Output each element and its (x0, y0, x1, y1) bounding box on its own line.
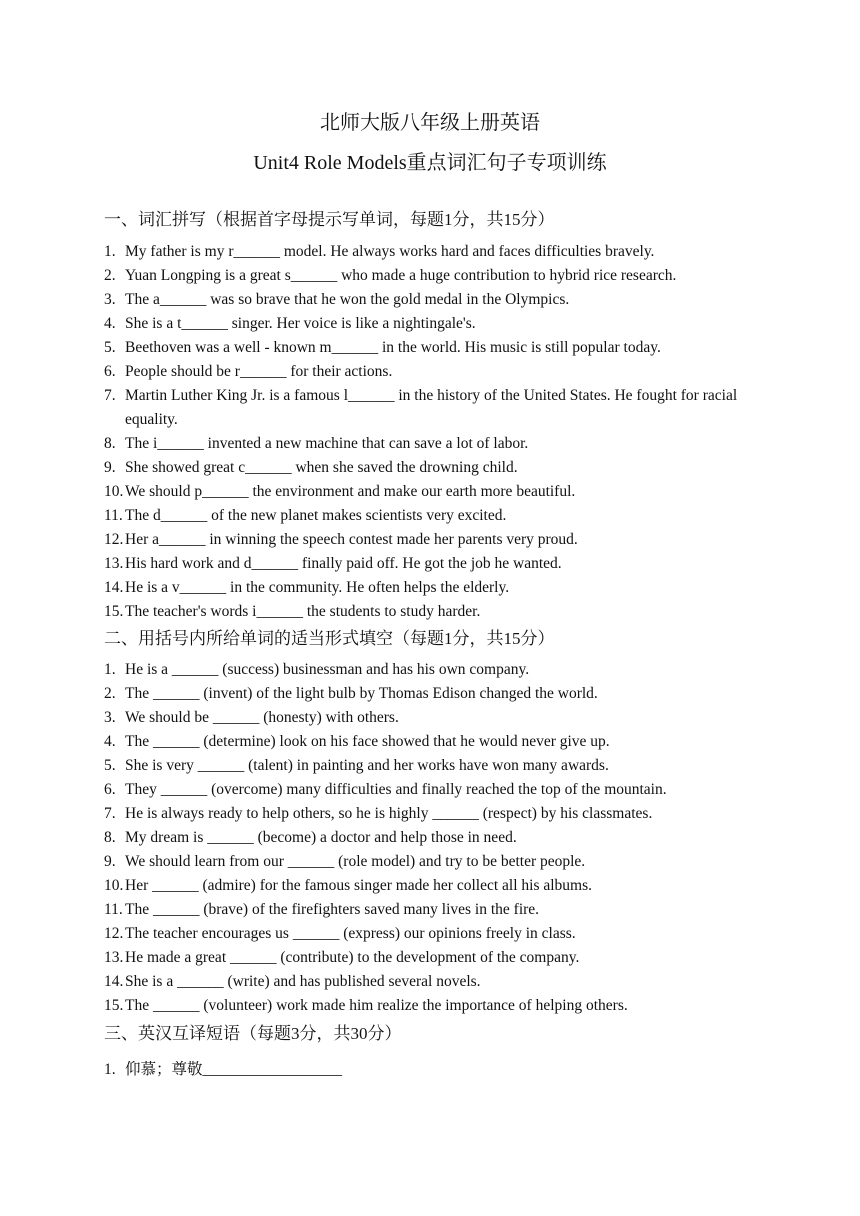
question-item (104, 922, 764, 946)
question-number: 8. (104, 829, 116, 846)
question-number: 10. (104, 483, 124, 500)
question-text: The ______ (determine) look on his face showed that he would never give up. (125, 733, 610, 750)
question-text: Her a______ in winning the speech contest made her parents very proud. (125, 531, 578, 548)
question-text: We should p______ the environment and make our earth more beautiful. (125, 483, 576, 500)
question-number: 11. (104, 901, 123, 918)
question-number: 4. (104, 315, 116, 332)
question-item (104, 946, 764, 970)
question-text: The ______ (brave) of the firefighters saved many lives in the fire. (125, 901, 540, 918)
question-item (104, 336, 764, 360)
question-number: 2. (104, 267, 116, 284)
question-item (104, 576, 764, 600)
question-number: 13. (104, 949, 124, 966)
question-text: The i______ invented a new machine that can save a lot of labor. (125, 435, 529, 452)
question-number: 14. (104, 579, 124, 596)
question-text: She showed great c______ when she saved the drowning child. (125, 459, 518, 476)
question-text: He made a great ______ (contribute) to the development of the company. (125, 949, 580, 966)
section-2-list (104, 658, 764, 1018)
question-item (104, 264, 764, 288)
document-title: 北师大版八年级上册英语 (320, 112, 540, 134)
question-text: She is very ______ (talent) in painting and her works have won many awards. (125, 757, 609, 774)
question-text: 仰慕；尊敬__________________ (125, 1061, 343, 1078)
question-number: 1. (104, 243, 116, 260)
question-item (104, 552, 764, 576)
question-item (104, 706, 764, 730)
section-3-list (104, 1058, 764, 1082)
question-item (104, 528, 764, 552)
question-text: The ______ (volunteer) work made him realize the importance of helping others. (125, 997, 628, 1014)
question-number: 11. (104, 507, 123, 524)
question-text: He is always ready to help others, so he is highly ______ (respect) by his classmates. (125, 805, 653, 822)
question-item (104, 312, 764, 336)
question-number: 15. (104, 603, 124, 620)
question-number: 10. (104, 877, 124, 894)
question-item (104, 994, 764, 1018)
question-item (104, 658, 764, 682)
question-text: His hard work and d______ finally paid off. He got the job he wanted. (125, 555, 562, 572)
question-item (104, 778, 764, 802)
question-number: 7. (104, 805, 116, 822)
question-number: 3. (104, 709, 116, 726)
question-item (104, 874, 764, 898)
section-2-heading: 二、用括号内所给单词的适当形式填空（每题1分，共15分） (104, 629, 555, 648)
question-item (104, 826, 764, 850)
question-text: He is a ______ (success) businessman and has his own company. (125, 661, 530, 678)
question-text: People should be r______ for their actions. (125, 363, 393, 380)
question-text: Martin Luther King Jr. is a famous l______ in the history of the United States. He fought for racial equality. (125, 387, 738, 428)
question-item (104, 432, 764, 456)
question-text: The a______ was so brave that he won the gold medal in the Olympics. (125, 291, 570, 308)
question-number: 9. (104, 853, 116, 870)
question-number: 13. (104, 555, 124, 572)
question-item (104, 456, 764, 480)
question-item (104, 480, 764, 504)
question-number: 15. (104, 997, 124, 1014)
question-item (104, 600, 764, 624)
question-text: The teacher's words i______ the students to study harder. (125, 603, 481, 620)
question-text: We should learn from our ______ (role model) and try to be better people. (125, 853, 586, 870)
question-item (104, 970, 764, 994)
question-text: The ______ (invent) of the light bulb by Thomas Edison changed the world. (125, 685, 598, 702)
question-text: The teacher encourages us ______ (express) our opinions freely in class. (125, 925, 576, 942)
question-number: 8. (104, 435, 116, 452)
question-number: 14. (104, 973, 124, 990)
question-number: 1. (104, 661, 116, 678)
question-number: 5. (104, 757, 116, 774)
question-text: They ______ (overcome) many difficulties and finally reached the top of the mountain. (125, 781, 667, 798)
question-item (104, 730, 764, 754)
question-number: 4. (104, 733, 116, 750)
question-text: Beethoven was a well - known m______ in the world. His music is still popular today. (125, 339, 661, 356)
question-item (104, 1058, 764, 1082)
question-number: 7. (104, 387, 116, 404)
question-text: She is a t______ singer. Her voice is like a nightingale's. (125, 315, 476, 332)
question-number: 6. (104, 363, 116, 380)
question-item (104, 360, 764, 384)
question-item (104, 850, 764, 874)
question-number: 5. (104, 339, 116, 356)
question-item (104, 898, 764, 922)
question-text: He is a v______ in the community. He often helps the elderly. (125, 579, 510, 596)
question-number: 6. (104, 781, 116, 798)
question-item (104, 288, 764, 312)
question-item (104, 682, 764, 706)
question-number: 2. (104, 685, 116, 702)
section-1-heading: 一、词汇拼写（根据首字母提示写单词，每题1分，共15分） (104, 210, 555, 229)
question-item (104, 802, 764, 826)
question-text: We should be ______ (honesty) with others. (125, 709, 399, 726)
question-text: My father is my r______ model. He always works hard and faces difficulties bravely. (125, 243, 655, 260)
question-number: 9. (104, 459, 116, 476)
question-number: 3. (104, 291, 116, 308)
question-number: 12. (104, 531, 124, 548)
question-number: 12. (104, 925, 124, 942)
question-number: 1. (104, 1061, 116, 1078)
question-item (104, 384, 764, 432)
question-text: Her ______ (admire) for the famous singer made her collect all his albums. (125, 877, 593, 894)
question-text: The d______ of the new planet makes scientists very excited. (125, 507, 507, 524)
section-3-heading: 三、英汉互译短语（每题3分，共30分） (104, 1024, 402, 1043)
document-subtitle: Unit4 Role Models重点词汇句子专项训练 (253, 152, 607, 174)
section-1-list (104, 240, 764, 624)
question-text: My dream is ______ (become) a doctor and help those in need. (125, 829, 517, 846)
question-text: She is a ______ (write) and has published several novels. (125, 973, 481, 990)
question-item (104, 754, 764, 778)
question-text: Yuan Longping is a great s______ who made a huge contribution to hybrid rice research. (125, 267, 677, 284)
question-item (104, 504, 764, 528)
question-item (104, 240, 764, 264)
